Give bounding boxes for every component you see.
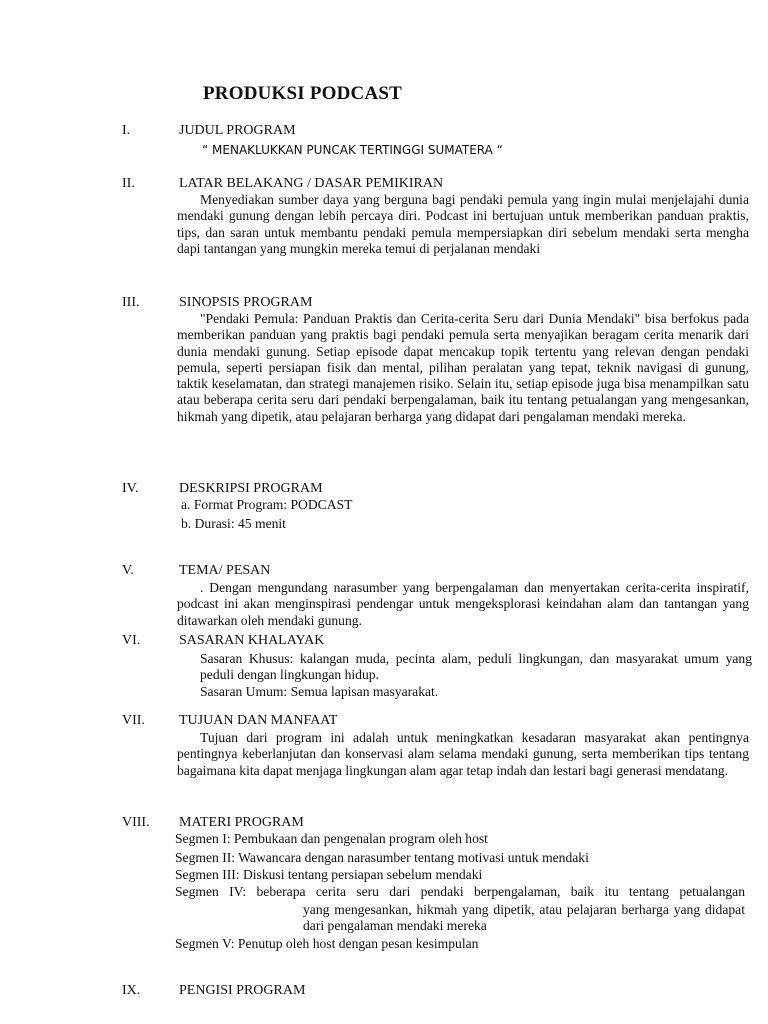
document-title: PRODUKSI PODCAST <box>203 83 403 104</box>
program-duration: b. Durasi: 45 menit <box>181 516 286 531</box>
section-number-9: IX. <box>122 983 141 998</box>
section-number-5: V. <box>122 563 134 578</box>
program-title-text: “ MENAKLUKKAN PUNCAK TERTINGGI SUMATERA “ <box>202 143 503 157</box>
section-heading-tema: TEMA/ PESAN <box>179 563 271 578</box>
section-heading-sasaran: SASARAN KHALAYAK <box>179 633 325 648</box>
tema-paragraph: . Dengan mengundang narasumber yang berpengalaman dan menyertakan cerita-cerita inspiratif, podcast ini akan menginspirasi pendengar untuk mengeksplorasi keindahan alam dan tantangan yang ditawarkan oleh mendaki gunung. <box>177 580 749 628</box>
segment-4-lead: Segmen IV: beberapa cerita seru dari pendaki berpengalaman, baik itu tentang petualangan <box>175 884 745 899</box>
section-number-6: VI. <box>122 633 141 648</box>
section-heading-deskripsi: DESKRIPSI PROGRAM <box>179 481 323 496</box>
segment-2: Segmen II: Wawancara dengan narasumber tentang motivasi untuk mendaki <box>175 850 589 865</box>
section-number-4: IV. <box>122 481 139 496</box>
sinopsis-paragraph: "Pendaki Pemula: Panduan Praktis dan Cerita-cerita Seru dari Dunia Mendaki" bisa berfokus pada memberikan panduan yang praktis bagi pendaki pemula serta menyajikan beragam cerita menarik dari dunia mendaki gunung. Setiap episode dapat mencakup topik tertentu yang relevan dengan pendaki pemula, seperti persiapan fisik dan mental, pilihan peralatan yang tepat, teknik navigasi di gunung, taktik keselamatan, dan strategi manajemen risiko. Selain itu, setiap episode juga bisa menampilkan satu atau beberapa cerita seru dari pendaki berpengalaman, baik itu tentang petualangan yang mengesankan, hikmah yang dipetik, atau pelajaran berharga yang didapat dari pengalaman mendaki mereka. <box>177 311 749 424</box>
sasaran-khusus: Sasaran Khusus: kalangan muda, pecinta alam, peduli lingkungan, dan masyarakat umum yang peduli dengan lingkungan hidup. <box>200 651 752 683</box>
section-number-2: II. <box>122 176 135 191</box>
section-number-7: VII. <box>122 713 145 728</box>
section-heading-tujuan: TUJUAN DAN MANFAAT <box>179 713 338 728</box>
tujuan-paragraph: Tujuan dari program ini adalah untuk meningkatkan kesadaran masyarakat akan pentingnya pentingnya keberlanjutan dan konservasi alam selama mendaki gunung, serta memberikan tips tentang bagaimana kita dapat menjaga lingkungan alam agar tetap indah dan lestari bagi generasi mendatang. <box>177 730 749 778</box>
sasaran-umum: Sasaran Umum: Semua lapisan masyarakat. <box>200 684 439 699</box>
section-number-8: VIII. <box>122 815 150 830</box>
segment-4-rest: yang mengesankan, hikmah yang dipetik, atau pelajaran berharga yang didapat dari pengalaman mendaki mereka <box>303 902 745 934</box>
section-heading-latar: LATAR BELAKANG / DASAR PEMIKIRAN <box>179 176 444 191</box>
segment-5: Segmen V: Penutup oleh host dengan pesan kesimpulan <box>175 936 479 951</box>
section-heading-judul: JUDUL PROGRAM <box>179 123 296 138</box>
latar-paragraph: Menyediakan sumber daya yang berguna bagi pendaki pemula yang ingin mulai menjelajahi dunia mendaki gunung dengan lebih percaya diri. Podcast ini bertujuan untuk memberikan panduan praktis, tips, dan saran untuk membantu pendaki pemula mempersiapkan diri sebelum mendaki serta mengha dapi tantangan yang mungkin mereka temui di perjalanan mendaki <box>177 192 749 256</box>
section-number-3: III. <box>122 295 140 310</box>
segment-3: Segmen III: Diskusi tentang persiapan sebelum mendaki <box>175 867 483 882</box>
section-heading-sinopsis: SINOPSIS PROGRAM <box>179 295 313 310</box>
section-heading-materi: MATERI PROGRAM <box>179 815 304 830</box>
section-number-1: I. <box>122 123 131 138</box>
program-format: a. Format Program: PODCAST <box>181 497 353 512</box>
segment-1: Segmen I: Pembukaan dan pengenalan program oleh host <box>175 831 488 846</box>
section-heading-pengisi: PENGISI PROGRAM <box>179 983 306 998</box>
